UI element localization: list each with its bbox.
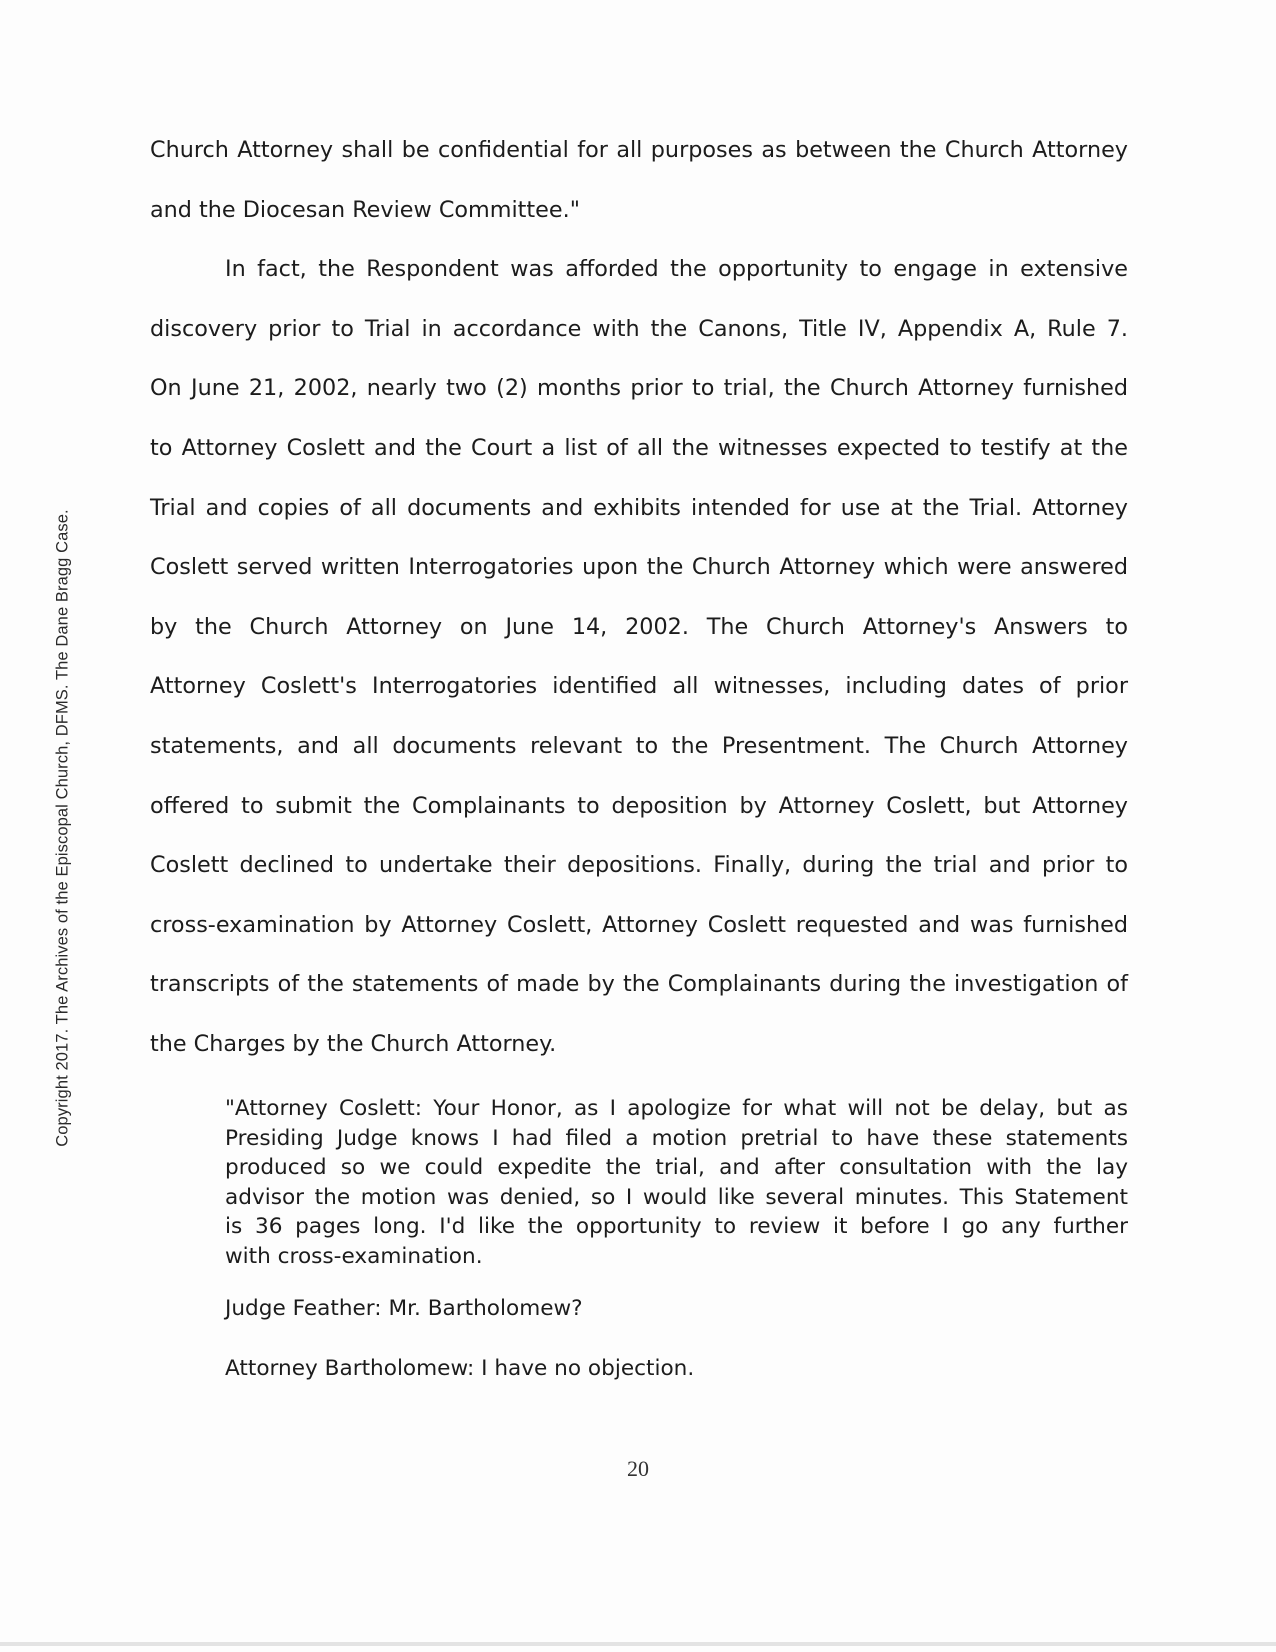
- body-line: by the Church Attorney on June 14, 2002. The Church Attorney's Answers to: [150, 613, 1128, 640]
- body-line: Coslett declined to undertake their depositions. Finally, during the trial and prior to: [150, 852, 1128, 879]
- body-line: Attorney Coslett's Interrogatories identified all witnesses, including dates of prior: [150, 673, 1128, 700]
- copyright-text: Copyright 2017. The Archives of the Episcopal Church, DFMS. The Dane Bragg Case.: [53, 509, 72, 1147]
- body-line: the Charges by the Church Attorney.: [150, 1030, 557, 1057]
- transcript-quote: [225, 1094, 1128, 1272]
- quote-line: "Attorney Coslett: Your Honor, as I apologize for what will not be delay, but as: [225, 1096, 1128, 1121]
- quote-line: with cross-examination.: [225, 1243, 483, 1269]
- body-line: and the Diocesan Review Committee.": [150, 196, 580, 223]
- body-line: to Attorney Coslett and the Court a list of all the witnesses expected to testify at the: [150, 434, 1128, 461]
- copyright-margin-note: [48, 0, 78, 1652]
- body-line: On June 21, 2002, nearly two (2) months prior to trial, the Church Attorney furnished: [150, 375, 1128, 402]
- body-line: discovery prior to Trial in accordance with the Canons, Title IV, Appendix A, Rule 7.: [150, 315, 1128, 342]
- page-number: 20: [627, 1456, 649, 1481]
- body-line: Trial and copies of all documents and exhibits intended for use at the Trial. Attorney: [150, 494, 1128, 521]
- judge-feather-line: Judge Feather: Mr. Bartholomew?: [225, 1296, 583, 1321]
- body-line: Coslett served written Interrogatories upon the Church Attorney which were answered: [150, 554, 1128, 581]
- quote-line: Presiding Judge knows I had filed a motion pretrial to have these statements: [225, 1125, 1128, 1151]
- body-line: statements, and all documents relevant to the Presentment. The Church Attorney: [150, 732, 1128, 759]
- body-line: In fact, the Respondent was afforded the opportunity to engage in extensive: [225, 256, 1128, 283]
- quote-line: advisor the motion was denied, so I would like several minutes. This Statement: [225, 1184, 1128, 1210]
- body-line: cross-examination by Attorney Coslett, Attorney Coslett requested and was furnished: [150, 911, 1128, 938]
- attorney-bartholomew-line: Attorney Bartholomew: I have no objection.: [225, 1356, 695, 1381]
- page-bottom-edge: [0, 1642, 1276, 1646]
- quote-line: is 36 pages long. I'd like the opportunity to review it before I go any further: [225, 1214, 1128, 1240]
- body-line: offered to submit the Complainants to deposition by Attorney Coslett, but Attorney: [150, 792, 1128, 819]
- body-line: transcripts of the statements of made by the Complainants during the investigation of: [150, 971, 1128, 998]
- body-text: [150, 134, 1128, 1088]
- body-line: Church Attorney shall be confidential for all purposes as between the Church Attorney: [150, 137, 1128, 163]
- quote-line: produced so we could expedite the trial, and after consultation with the lay: [225, 1155, 1128, 1181]
